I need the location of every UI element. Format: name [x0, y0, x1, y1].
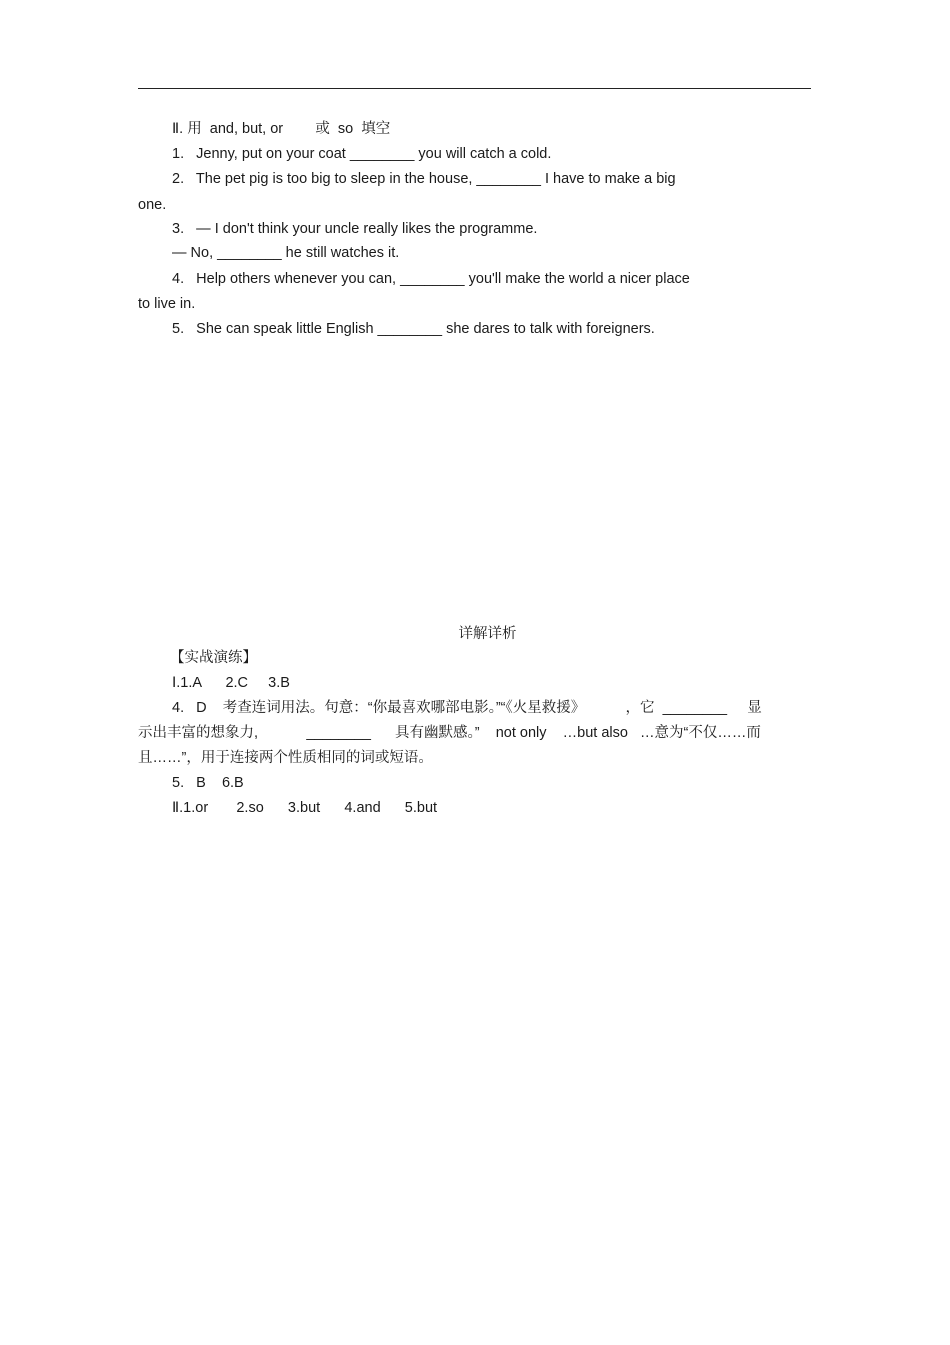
question-5: 5. She can speak little English ________ she dares to talk with foreigners. [172, 321, 655, 337]
exercise-heading: Ⅱ. 用 and, but, or 或 so 填空 [172, 121, 391, 137]
question-4: 4. Help others whenever you can, ________ you'll make the world a nicer place [172, 271, 690, 287]
question-3-reply: — No, ________ he still watches it. [172, 245, 400, 261]
question-4-cont: to live in. [138, 296, 196, 312]
question-2: 2. The pet pig is too big to sleep in the house, ________ I have to make a big [172, 171, 676, 187]
answer-4-line2: 示出丰富的想象力, ________ 具有幽默感。” not only …but also …意为“不仅……而 [138, 725, 761, 741]
answer-part2: Ⅱ.1.or 2.so 3.but 4.and 5.but [172, 800, 438, 816]
answer-4-line1: 4. D 考查连词用法。句意：“你最喜欢哪部电影。”“《火星救援》 ，它 ________ 显 [172, 700, 762, 716]
answer-4-line3: 且……”，用于连接两个性质相同的词或短语。 [138, 750, 433, 766]
question-1: 1. Jenny, put on your coat ________ you will catch a cold. [172, 146, 552, 162]
header-rule [138, 88, 811, 89]
answer-section-label: 【实战演练】 [170, 650, 257, 666]
question-2-cont: one. [138, 197, 167, 213]
answer-5-6: 5. B 6.B [172, 775, 244, 791]
answer-part1: Ⅰ.1.A 2.C 3.B [172, 675, 290, 691]
question-3: 3. — I don't think your uncle really likes the programme. [172, 221, 538, 237]
answer-title: 详解详析 [458, 626, 517, 642]
